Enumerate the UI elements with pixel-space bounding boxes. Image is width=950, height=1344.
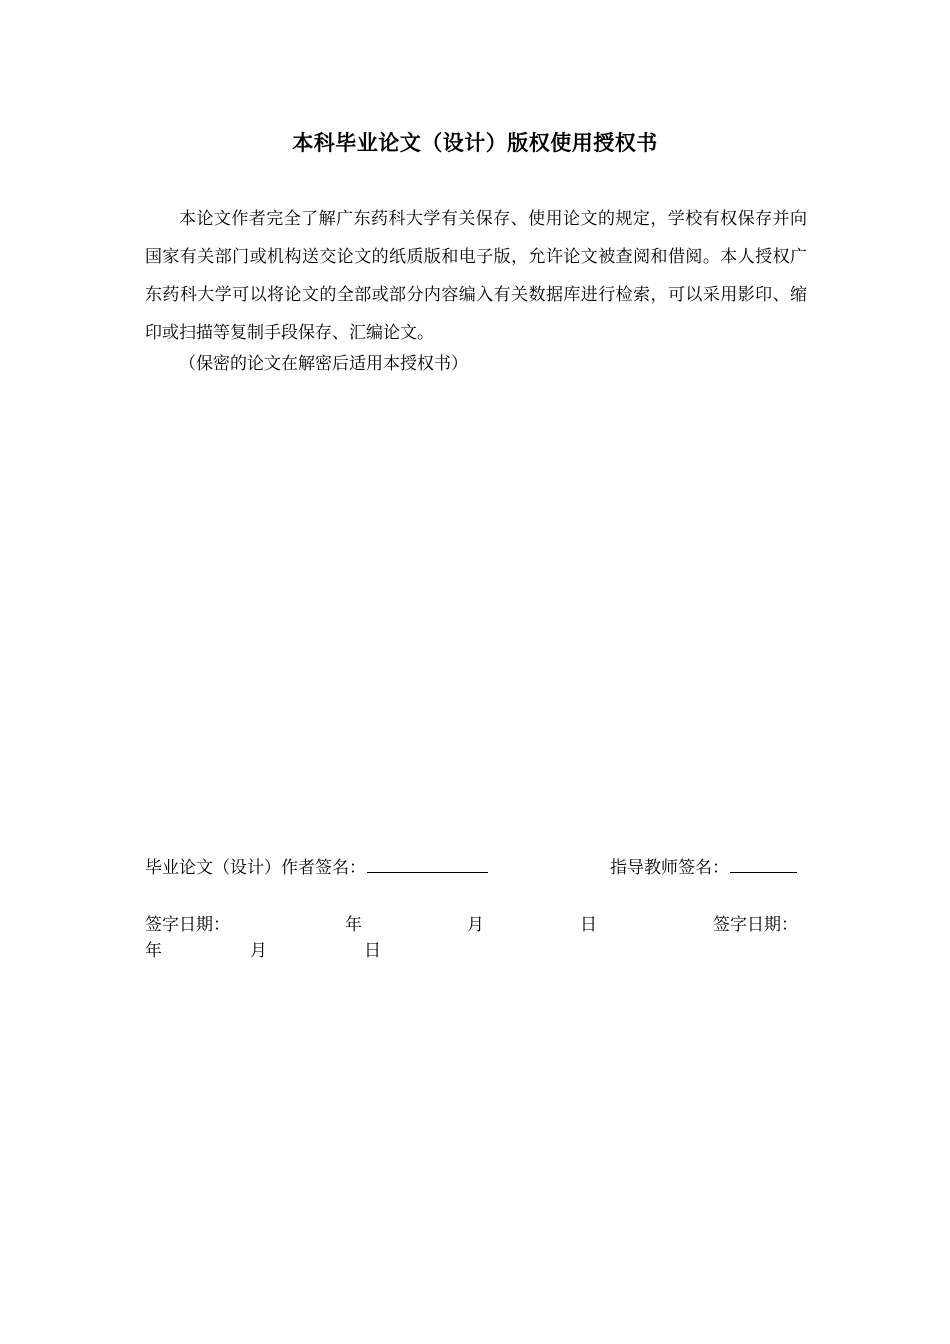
advisor-date-month: 月 bbox=[250, 941, 267, 961]
document-title: 本科毕业论文（设计）版权使用授权书 bbox=[292, 131, 658, 155]
signature-row bbox=[145, 848, 807, 884]
advisor-signature-block bbox=[610, 848, 797, 886]
advisor-date-day: 日 bbox=[364, 941, 381, 961]
advisor-signature-label: 指导教师签名： bbox=[610, 858, 729, 878]
authorization-paragraph: 本论文作者完全了解广东药科大学有关保存、使用论文的规定，学校有权保存并向国家有关部门或机构送交论文的纸质版和电子版，允许论文被查阅和借阅。本人授权广东药科大学可以将论文的全部或部分内容编入有关数据库进行检索，可以采用影印、缩印或扫描等复制手段保存、汇编论文。 bbox=[145, 209, 807, 343]
author-signature-line[interactable] bbox=[367, 848, 488, 873]
author-date-label: 签字日期： bbox=[145, 915, 230, 935]
author-signature-block bbox=[145, 848, 488, 886]
author-date-day: 日 bbox=[580, 915, 597, 935]
author-date-year: 年 bbox=[345, 915, 362, 935]
author-signature-label: 毕业论文（设计）作者签名： bbox=[145, 858, 366, 878]
advisor-date-year: 年 bbox=[145, 941, 162, 961]
author-date-month: 月 bbox=[467, 915, 484, 935]
advisor-signature-line[interactable] bbox=[730, 848, 797, 873]
signing-date-row bbox=[145, 910, 807, 966]
confidential-note: （保密的论文在解密后适用本授权书） bbox=[179, 354, 468, 374]
advisor-date-label: 签字日期： bbox=[713, 915, 798, 935]
